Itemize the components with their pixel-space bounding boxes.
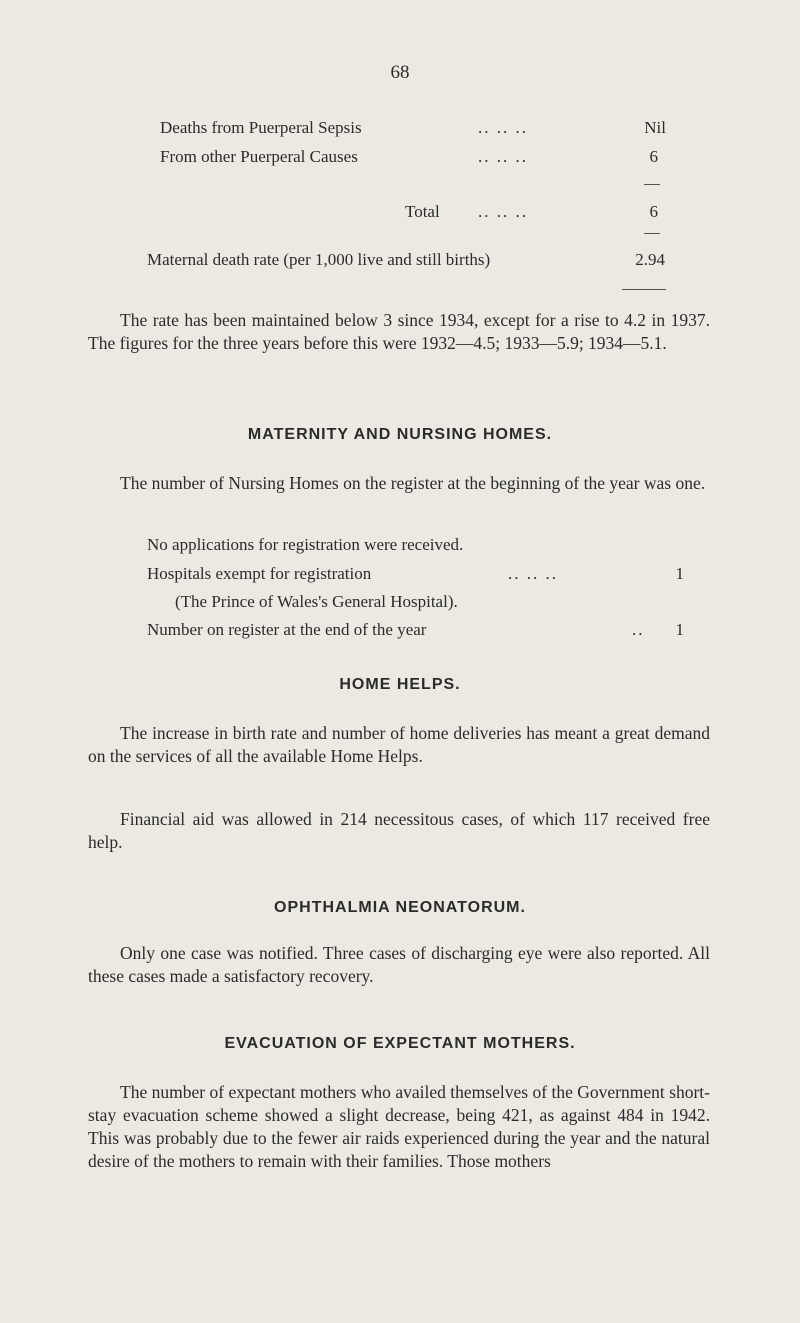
leader-dots: .. .. ..: [478, 118, 528, 137]
hospitals-exempt-value: 1: [675, 564, 684, 583]
evacuation-paragraph: The number of expectant mothers who availed themselves of the Government short-stay evacuation scheme showed a slight decrease, being 421, as against 484 in 1942. This was probably due to the fewer air raids experienced during the year and the natural desire of the mothers to remain with their families. Those mothers: [88, 1082, 710, 1171]
register-count-label: Number on register at the end of the year: [147, 620, 427, 639]
home-helps-heading: HOME HELPS.: [339, 676, 461, 693]
leader-dots: ..: [632, 620, 645, 639]
leader-dots: .. .. ..: [508, 564, 558, 583]
death-rate-label: Maternal death rate (per 1,000 live and still births): [147, 250, 491, 269]
table-row-label: Deaths from Puerperal Sepsis: [160, 118, 362, 137]
home-helps-paragraph-2: Financial aid was allowed in 214 necessitous cases, of which 117 received free help.: [88, 809, 710, 852]
death-rate-value: 2.94: [635, 250, 665, 269]
rate-rule: [622, 289, 666, 290]
page-number: 68: [390, 62, 410, 83]
rate-paragraph: The rate has been maintained below 3 since 1934, except for a rise to 4.2 in 1937. The figures for the three years before this were 1932—4.5; 1933—5.9; 1934—5.1.: [88, 310, 710, 353]
table-row-label: From other Puerperal Causes: [160, 147, 358, 166]
hospitals-exempt-label: Hospitals exempt for registration: [147, 564, 372, 583]
total-rule: [644, 233, 660, 234]
ophthalmia-heading: OPHTHALMIA NEONATORUM.: [274, 899, 526, 916]
evacuation-heading: EVACUATION OF EXPECTANT MOTHERS.: [224, 1035, 576, 1052]
leader-dots: .. .. ..: [478, 202, 528, 221]
maternity-paragraph: The number of Nursing Homes on the register at the beginning of the year was one.: [120, 473, 706, 493]
hospital-name: (The Prince of Wales's General Hospital).: [175, 592, 458, 611]
leader-dots: .. .. ..: [478, 147, 528, 166]
ophthalmia-paragraph: Only one case was notified. Three cases of discharging eye were also reported. All these cases made a satisfactory recovery.: [88, 943, 710, 986]
register-count-value: 1: [675, 620, 684, 639]
maternity-heading: MATERNITY AND NURSING HOMES.: [247, 426, 553, 443]
no-applications-line: No applications for registration were received.: [147, 535, 464, 554]
home-helps-paragraph-1: The increase in birth rate and number of home deliveries has meant a great demand on the services of all the available Home Helps.: [88, 723, 710, 766]
table-row-value: 6: [649, 147, 658, 166]
table-row-value: Nil: [644, 118, 666, 137]
subtotal-rule: [644, 184, 660, 185]
total-value: 6: [649, 202, 658, 221]
total-label: Total: [405, 202, 440, 221]
